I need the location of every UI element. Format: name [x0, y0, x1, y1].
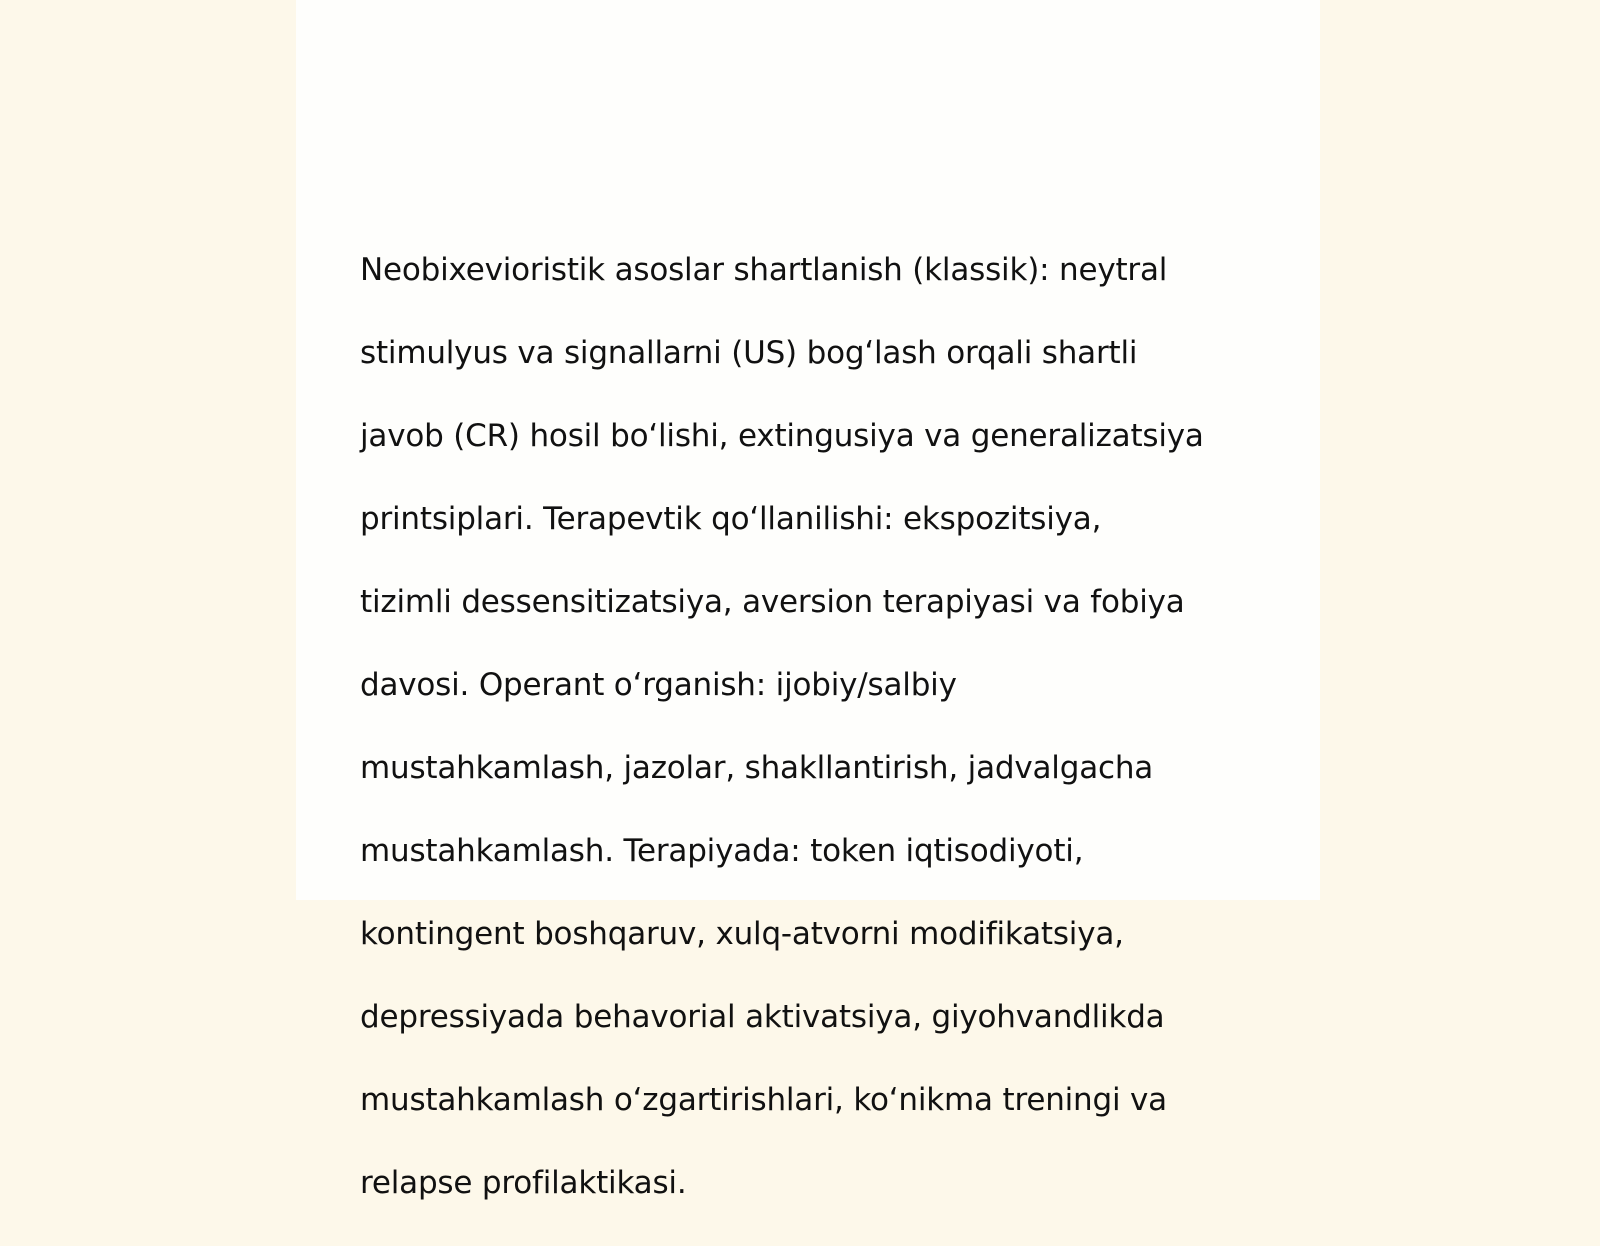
body-line: kontingent boshqaruv, xulq-atvorni modifikatsiya, [360, 915, 1124, 952]
body-line: mustahkamlash o‘zgartirishlari, ko‘nikma treningi va [360, 1081, 1167, 1118]
body-line: stimulyus va signallarni (US) bog‘lash orqali shartli [360, 334, 1138, 371]
body-line: Neobixevioristik asoslar shartlanish (klassik): neytral [360, 251, 1168, 288]
body-line: mustahkamlash. Terapiyada: token iqtisodiyoti, [360, 832, 1084, 869]
slide [296, 0, 1320, 1201]
body-line: mustahkamlash, jazolar, shakllantirish, jadvalgacha [360, 749, 1154, 786]
body-line: davosi. Operant o‘rganish: ijobiy/salbiy [360, 666, 957, 703]
body-line: depressiyada behavorial aktivatsiya, giyohvandlikda [360, 998, 1165, 1035]
body-line: javob (CR) hosil bo‘lishi, extingusiya va generalizatsiya [360, 417, 1204, 454]
body-line: relapse profilaktikasi. [360, 1164, 687, 1201]
body-line: tizimli dessensitizatsiya, aversion terapiyasi va fobiya [360, 583, 1185, 620]
slide-body-text [360, 208, 1260, 1246]
body-line: printsiplari. Terapevtik qo‘llanilishi: ekspozitsiya, [360, 500, 1102, 537]
